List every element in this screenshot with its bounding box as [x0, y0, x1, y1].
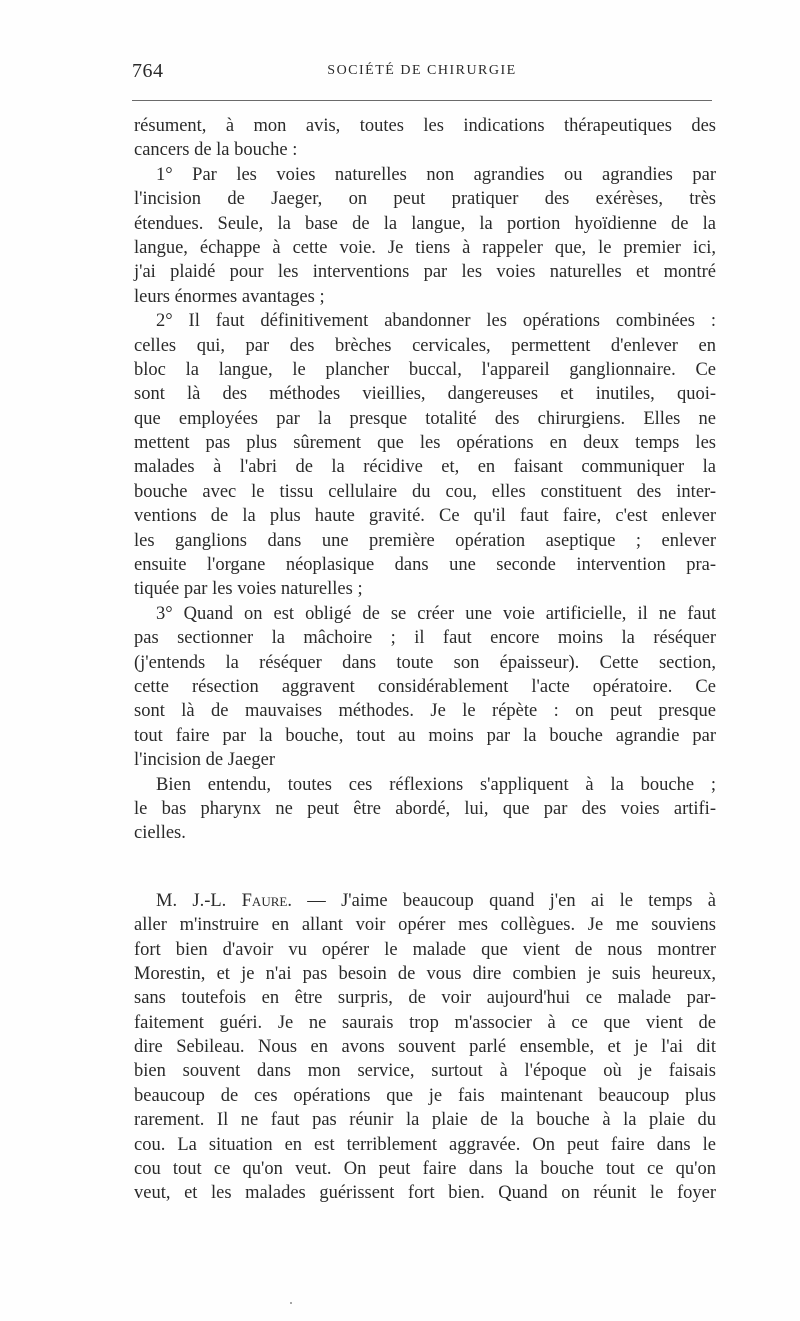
speech-start: — J'aime beaucoup quand j'en ai le temps à — [291, 890, 716, 911]
text-line: pas sectionner la mâchoire ; il faut encore moins la réséquer — [134, 628, 716, 649]
text-line: beaucoup de ces opérations que je fais maintenant beaucoup plus — [134, 1085, 716, 1106]
paragraph-6 — [134, 889, 716, 1206]
text-line: mettent pas plus sûrement que les opérations en deux temps les — [134, 433, 716, 454]
text-line: leurs énormes avantages ; — [134, 286, 325, 307]
text-line: Morestin, et je n'ai pas besoin de vous dire combien je suis heureux, — [134, 963, 716, 984]
text-line: cou. La situation en est terriblement aggravée. On peut faire dans le — [134, 1134, 716, 1155]
paragraph-4 — [134, 602, 716, 773]
text-line: cette résection aggravent considérablement l'acte opératoire. Ce — [134, 676, 716, 697]
paragraph-1 — [134, 114, 716, 163]
paragraph-5 — [134, 773, 716, 846]
text-line: faitement guéri. Je ne saurais trop m'associer à ce que vient de — [134, 1012, 716, 1033]
text-line: résument, à mon avis, toutes les indications thérapeutiques des — [134, 116, 716, 136]
text-line: fort bien d'avoir vu opérer le malade que vient de nous montrer — [134, 939, 716, 960]
text-line: langue, échappe à cette voie. Je tiens à rappeler que, le premier ici, — [134, 237, 716, 258]
text-line: sans toutefois en être surpris, de voir aujourd'hui ce malade par- — [134, 988, 716, 1009]
text-line: 2° Il faut définitivement abandonner les opérations combinées : — [156, 311, 716, 332]
page-header — [132, 60, 712, 84]
text-line: Bien entendu, toutes ces réflexions s'appliquent à la bouche ; — [156, 774, 716, 795]
paragraph-2 — [134, 163, 716, 309]
text-line: rarement. Il ne faut pas réunir la plaie de la bouche à la plaie du — [134, 1110, 716, 1131]
text-line: étendues. Seule, la base de la langue, la portion hyoïdienne de la — [134, 213, 716, 234]
text-line: cielles. — [134, 823, 186, 844]
text-line: que employées par la presque totalité des chirurgiens. Elles ne — [134, 408, 716, 429]
paper-speck — [290, 1302, 292, 1304]
text-line: sont là de mauvaises méthodes. Je le répète : on peut presque — [134, 701, 716, 722]
text-line: le bas pharynx ne peut être abordé, lui, que par des voies artifi- — [134, 798, 716, 819]
text-line: ventions de la plus haute gravité. Ce qu'il faut faire, c'est enlever — [134, 506, 716, 527]
text-line: l'incision de Jaeger — [134, 750, 276, 771]
speaker-name: M. J.-L. Faure. — [156, 890, 292, 911]
text-line: celles qui, par des brèches cervicales, permettent d'enlever en — [134, 335, 716, 356]
text-line: bouche avec le tissu cellulaire du cou, elles constituent des inter- — [134, 481, 716, 502]
text-line: veut, et les malades guérissent fort bien. Quand on réunit le foyer — [134, 1183, 716, 1204]
text-line: cou tout ce qu'on veut. On peut faire dans la bouche tout ce qu'on — [134, 1159, 716, 1180]
text-line: malades à l'abri de la récidive et, en faisant communiquer la — [134, 457, 716, 478]
text-line: sont là des méthodes vieillies, dangereuses et inutiles, quoi- — [134, 384, 716, 405]
text-line: tout faire par la bouche, tout au moins par la bouche agrandie par — [134, 725, 716, 746]
text-line: bloc la langue, le plancher buccal, l'appareil ganglionnaire. Ce — [134, 359, 716, 380]
text-line: tiquée par les voies naturelles ; — [134, 579, 363, 600]
text-line: ensuite l'organe néoplasique dans une seconde intervention pra- — [134, 555, 716, 576]
paragraph-gap — [134, 846, 716, 889]
text-line: cancers de la bouche : — [134, 140, 298, 161]
text-line: aller m'instruire en allant voir opérer mes collègues. Je me souviens — [134, 915, 716, 936]
running-head: SOCIÉTÉ DE CHIRURGIE — [327, 63, 517, 78]
text-line: bien souvent dans mon service, surtout à l'époque où je faisais — [134, 1061, 716, 1082]
text-line: l'incision de Jaeger, on peut pratiquer des exérèses, très — [134, 189, 716, 210]
text-line: (j'entends la réséquer dans toute son épaisseur). Cette section, — [134, 652, 716, 673]
text-line: dire Sebileau. Nous en avons souvent parlé ensemble, et je l'ai dit — [134, 1037, 716, 1058]
text-line: les ganglions dans une première opération aseptique ; enlever — [134, 530, 716, 551]
paragraph-3 — [134, 309, 716, 602]
header-rule — [132, 100, 712, 101]
body-text — [134, 114, 716, 1206]
text-line — [134, 889, 716, 913]
text-line: j'ai plaidé pour les interventions par les voies naturelles et montré — [134, 262, 716, 283]
text-line: 1° Par les voies naturelles non agrandies ou agrandies par — [156, 164, 716, 185]
page-number: 764 — [132, 60, 164, 82]
text-line: 3° Quand on est obligé de se créer une voie artificielle, il ne faut — [156, 603, 716, 624]
